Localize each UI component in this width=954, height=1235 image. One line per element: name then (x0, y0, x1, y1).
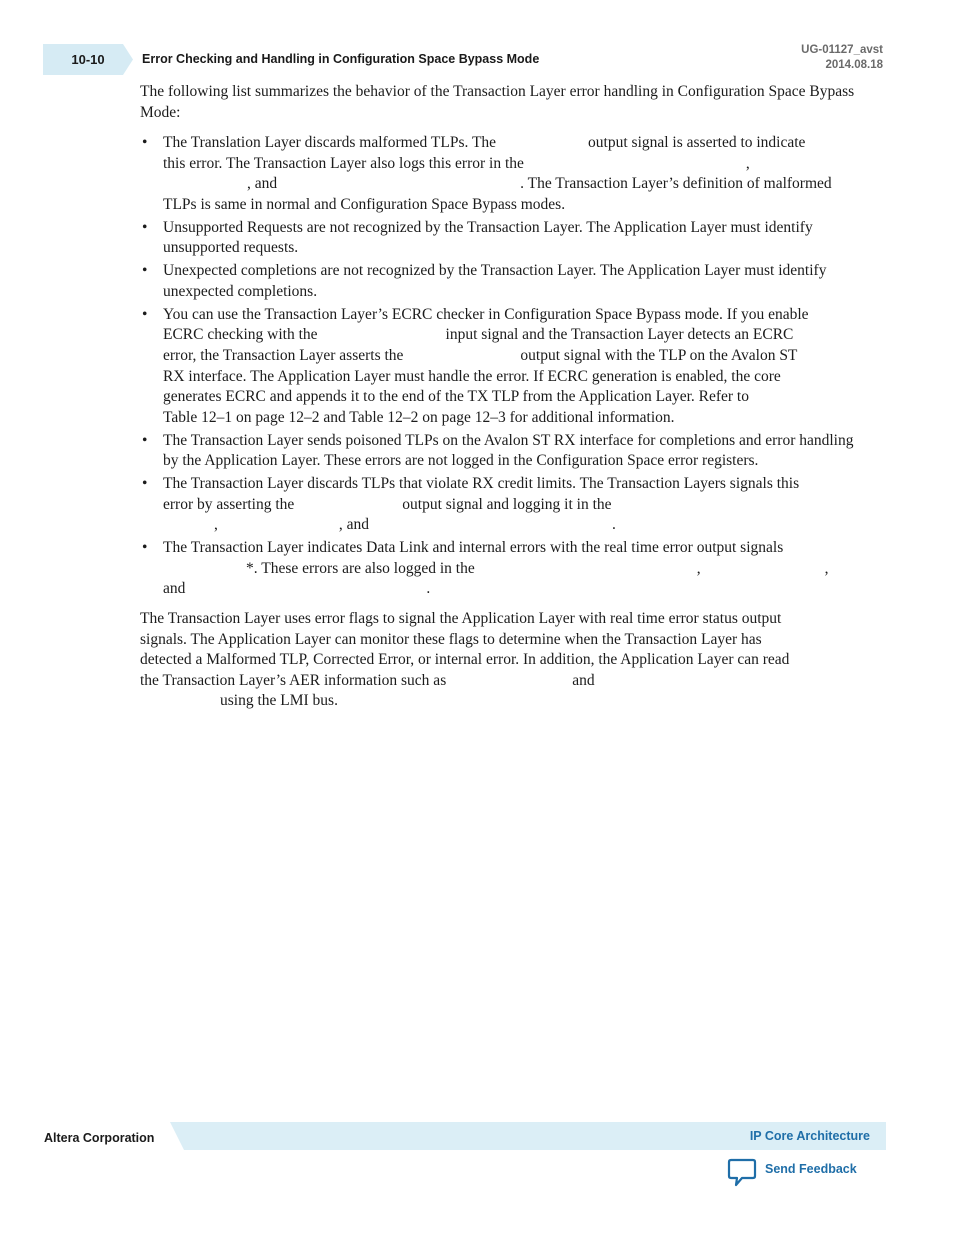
page-number: 10-10 (71, 52, 105, 67)
paragraph-text: detected a Malformed TLP, Corrected Error, or internal error. In addition, the Application Layer can read (140, 651, 790, 669)
list-item-text: The Transaction Layer indicates Data Link and internal errors with the real time error output signals (163, 539, 784, 557)
list-item-text: . (426, 580, 431, 598)
list-item-text: . The Transaction Layer’s definition of malformed (520, 175, 832, 193)
paragraph-text: using the LMI bus. (220, 692, 338, 710)
closing-paragraph (140, 609, 870, 712)
list-item-text: generates ECRC and appends it to the end of the TX TLP from the Application Layer. Refer to (163, 388, 749, 406)
bullet-icon: • (142, 218, 148, 236)
list-item-text: , (214, 516, 218, 534)
list-item (140, 538, 870, 600)
list-item (140, 305, 870, 429)
list-item-text: The Transaction Layer discards TLPs that violate RX credit limits. The Transaction Layers signals this (163, 475, 800, 493)
document-id-block (801, 43, 883, 73)
list-item-text: Unexpected completions are not recognized by the Transaction Layer. The Application Layer must identify unexpected completions. (163, 262, 827, 300)
list-item (140, 261, 870, 302)
list-item-text: ECRC checking with the (163, 326, 318, 344)
list-item-text: The Transaction Layer sends poisoned TLPs on the Avalon ST RX interface for completions and error handling by the Application Layer. These errors are not logged in the Configuration Space error registers. (163, 431, 854, 470)
list-item (140, 218, 870, 259)
error-handling-list (140, 133, 870, 600)
list-item (140, 431, 870, 472)
bullet-icon: • (142, 305, 148, 323)
list-item-text: , and (338, 516, 370, 534)
list-item-text: , (696, 559, 701, 577)
list-item-text: output signal is asserted to indicate (588, 134, 806, 152)
list-item-text: error by asserting the (163, 495, 295, 513)
paragraph-text: and (572, 671, 595, 689)
bullet-icon: • (142, 431, 148, 449)
list-item-text: . (612, 516, 616, 534)
list-item-text: Table 12–1 on page 12–2 and Table 12–2 on page 12–3 for additional information. (163, 408, 675, 426)
bullet-icon: • (142, 539, 148, 557)
send-feedback-link[interactable] (727, 1158, 867, 1188)
bullet-icon: • (142, 262, 148, 280)
list-item-text: this error. The Transaction Layer also logs this error in the (163, 154, 524, 172)
bullet-icon: • (142, 134, 148, 152)
footer-company: Altera Corporation (44, 1131, 155, 1145)
list-item-text: You can use the Transaction Layer’s ECRC checker in Configuration Space Bypass mode. If you enable (163, 305, 809, 323)
list-item-text: , and (247, 175, 278, 193)
list-item (140, 474, 870, 536)
list-item-text: input signal and the Transaction Layer detects an ECRC (445, 326, 794, 344)
paragraph-text: the Transaction Layer’s AER information such as (140, 671, 447, 689)
document-date: 2014.08.18 (825, 59, 883, 71)
list-item-text: *. These errors are also logged in the (246, 559, 475, 577)
list-item-text: and (163, 580, 186, 598)
page-header-title: Error Checking and Handling in Configuration Space Bypass Mode (142, 52, 540, 66)
paragraph-text: signals. The Application Layer can monitor these flags to determine when the Transaction Layer has (140, 630, 762, 648)
document-id: UG-01127_avst (801, 44, 883, 56)
list-item-text: , (745, 154, 750, 172)
speech-bubble-icon (727, 1158, 757, 1188)
page-number-tab (43, 44, 133, 75)
list-item-text: output signal with the TLP on the Avalon ST (520, 347, 798, 365)
paragraph-text: The Transaction Layer uses error flags to signal the Application Layer with real time error status output (140, 610, 782, 628)
list-item-text: The Translation Layer discards malformed TLPs. The (163, 134, 497, 152)
list-item-text: , (824, 559, 829, 577)
send-feedback-label[interactable]: Send Feedback (765, 1162, 857, 1176)
list-item-text: output signal and logging it in the (402, 495, 612, 513)
footer-section-link[interactable]: IP Core Architecture (749, 1129, 870, 1143)
list-item-text: Unsupported Requests are not recognized by the Transaction Layer. The Application Layer must identify unsupported requests. (163, 218, 813, 257)
list-item-text: error, the Transaction Layer asserts the (163, 347, 404, 365)
list-item (140, 133, 870, 215)
list-item-text: TLPs is same in normal and Configuration Space Bypass modes. (163, 195, 566, 213)
intro-paragraph: The following list summarizes the behavior of the Transaction Layer error handling in Configuration Space Bypass Mode: (140, 83, 855, 121)
body-content (140, 82, 870, 712)
list-item-text: RX interface. The Application Layer must handle the error. If ECRC generation is enabled, the core (163, 367, 781, 385)
bullet-icon: • (142, 475, 148, 493)
